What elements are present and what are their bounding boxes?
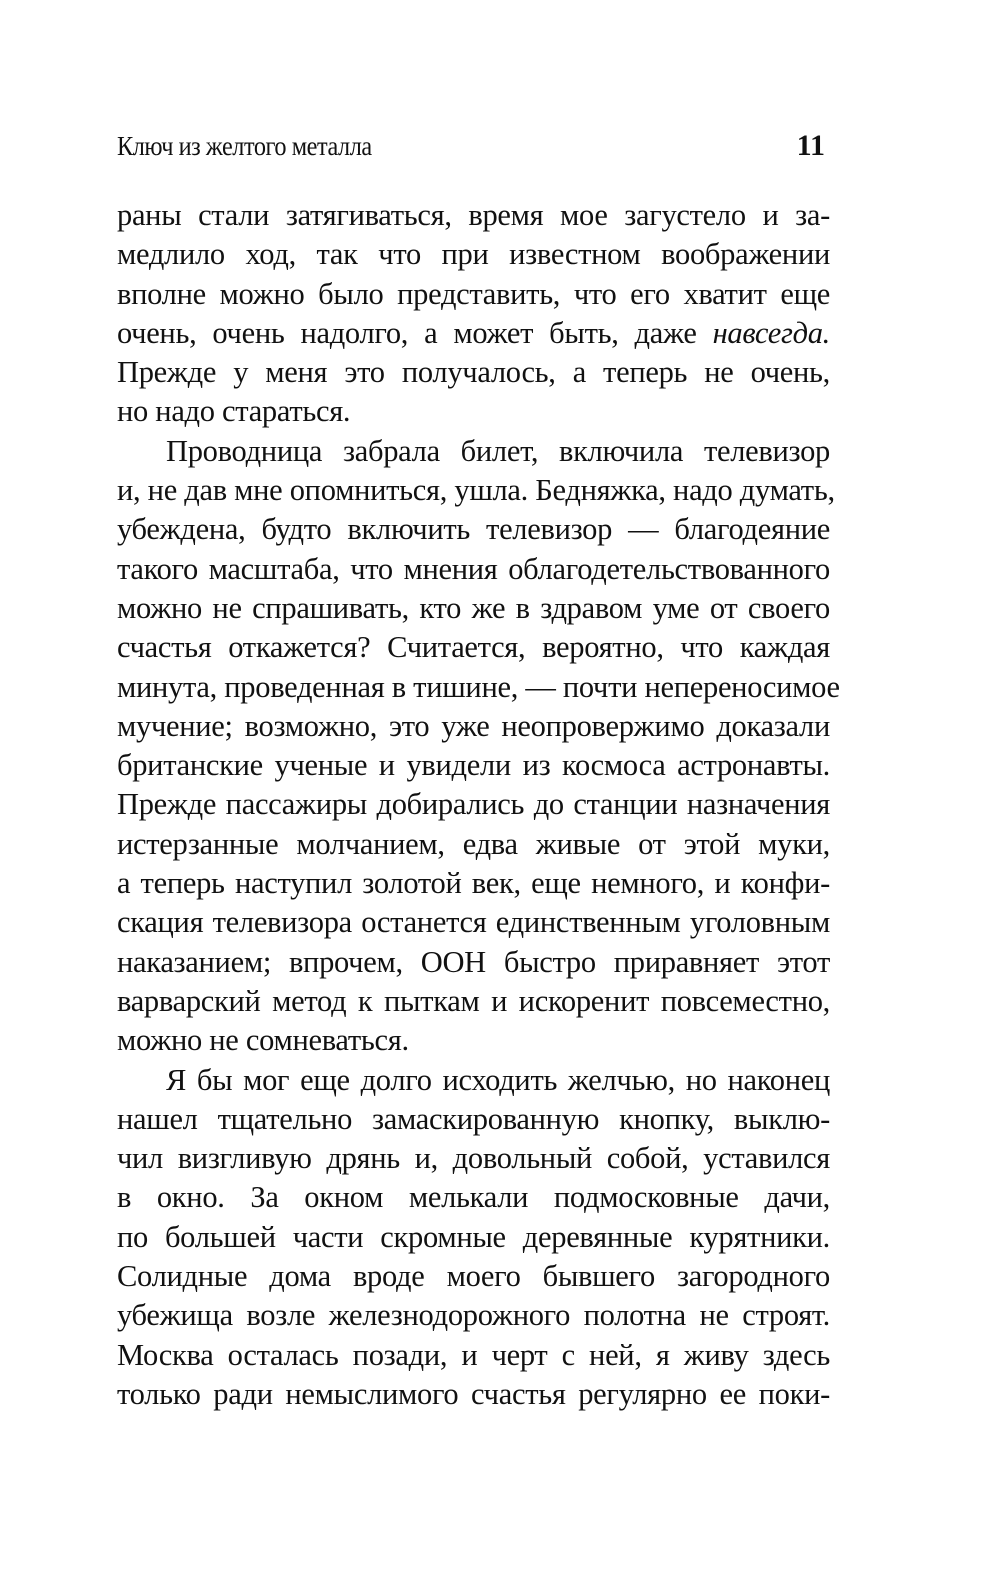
text-line: мучение; возможно, это уже неопровержимо доказали: [117, 708, 830, 743]
paragraph-3: [117, 1061, 830, 1415]
text-line-lead: очень, очень надолго, а может быть, даже: [117, 315, 697, 350]
text-line-with-emphasis: [117, 314, 830, 353]
text-line: скация телевизора останется единственным уголовным: [117, 905, 830, 940]
text-line: минута, проведенная в тишине, — почти непереносимое: [117, 669, 840, 704]
text-line: чил визгливую дрянь и, довольный собой, уставился: [117, 1141, 830, 1176]
text-line: Проводница забрала билет, включила телевизор: [166, 433, 830, 468]
text-line: и, не дав мне опомниться, ушла. Бедняжка, надо думать,: [117, 473, 835, 508]
text-line: раны стали затягиваться, время мое загустело и за-: [117, 198, 830, 232]
text-line: только ради немыслимого счастья регулярно ее поки-: [117, 1376, 830, 1411]
paragraph-1: [117, 196, 830, 432]
text-line: убежища возле железнодорожного полотна не строят.: [117, 1298, 830, 1333]
text-line: Солидные дома вроде моего бывшего загородного: [117, 1259, 830, 1294]
text-line: а теперь наступил золотой век, еще немного, и конфи-: [117, 866, 830, 901]
text-line: можно не спрашивать, кто же в здравом уме от своего: [117, 590, 830, 625]
text-line: убеждена, будто включить телевизор — благодеяние: [117, 512, 830, 547]
emphasized-word: навсегда.: [712, 315, 830, 350]
text-line: Я бы мог еще долго исходить желчью, но наконец: [166, 1062, 830, 1097]
paragraph-2: [117, 432, 840, 1061]
text-line: Москва осталась позади, и черт с ней, я живу здесь: [117, 1337, 830, 1372]
text-line: нашел тщательно замаскированную кнопку, выклю-: [117, 1101, 830, 1136]
running-head: [117, 124, 825, 168]
text-line: можно не сомневаться.: [117, 1023, 409, 1058]
text-line: но надо стараться.: [117, 394, 351, 429]
text-line: Прежде пассажиры добирались до станции назначения: [117, 787, 830, 822]
text-line: наказанием; впрочем, ООН быстро приравняет этот: [117, 944, 830, 979]
text-line: британские ученые и увидели из космоса астронавты.: [117, 748, 830, 783]
text-body: [117, 196, 840, 1414]
text-line: вполне можно было представить, что его хватит еще: [117, 276, 830, 311]
page-number: 11: [796, 129, 825, 162]
text-line: варварский метод к пыткам и искоренит повсеместно,: [117, 983, 830, 1018]
text-line: счастья откажется? Считается, вероятно, что каждая: [117, 630, 830, 665]
text-line: медлило ход, так что при известном воображении: [117, 237, 830, 272]
text-line: истерзанные молчанием, едва живые от этой муки,: [117, 826, 830, 861]
text-line: такого масштаба, что мнения облагодетельствованного: [117, 551, 830, 586]
text-line: в окно. За окном мелькали подмосковные дачи,: [117, 1180, 830, 1215]
text-line: Прежде у меня это получалось, а теперь не очень,: [117, 355, 830, 390]
book-title: Ключ из желтого металла: [117, 131, 372, 161]
text-line: по большей части скромные деревянные курятники.: [117, 1219, 830, 1254]
